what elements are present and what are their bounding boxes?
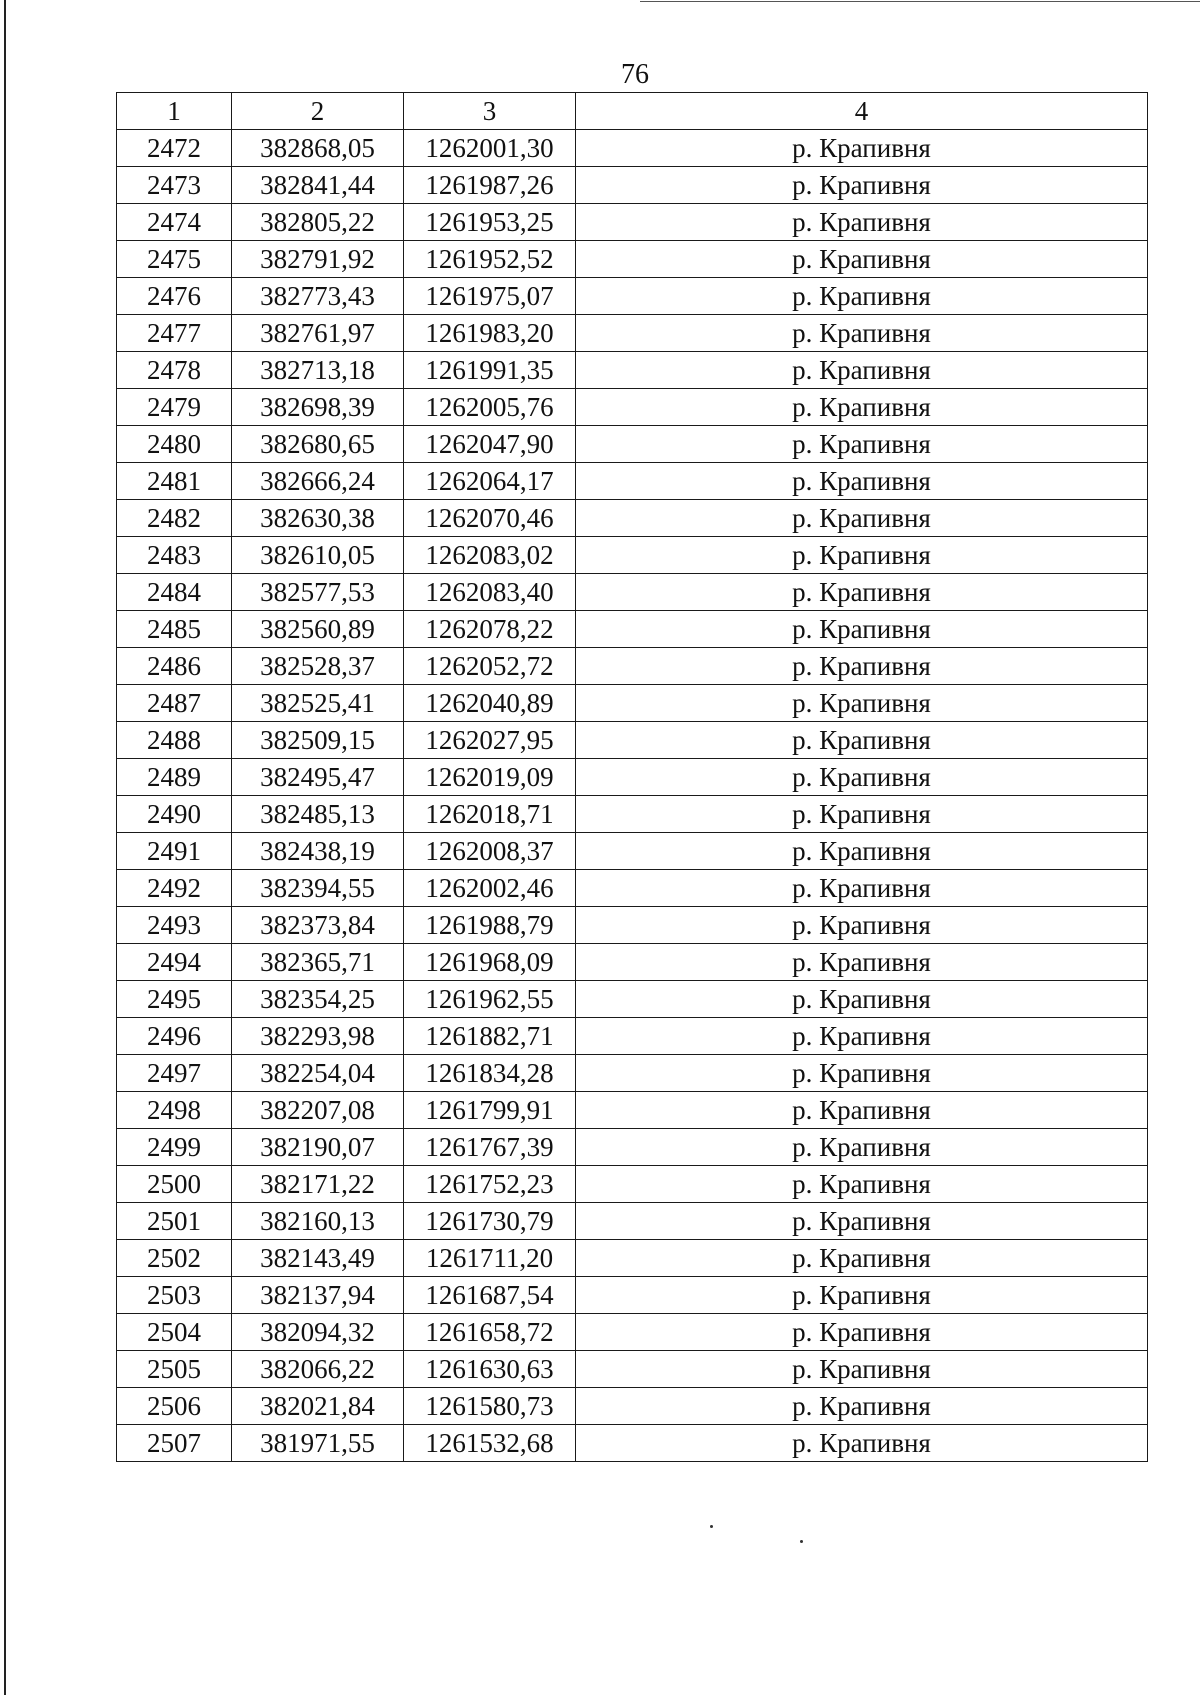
- y-coordinate-cell: 1262002,46: [404, 870, 576, 907]
- x-coordinate-cell: 382761,97: [232, 315, 404, 352]
- table-row: [117, 1055, 1148, 1092]
- x-coordinate-cell: 382373,84: [232, 907, 404, 944]
- table-row: [117, 611, 1148, 648]
- point-number-cell: 2488: [117, 722, 232, 759]
- point-number-cell: 2501: [117, 1203, 232, 1240]
- y-coordinate-cell: 1261882,71: [404, 1018, 576, 1055]
- x-coordinate-cell: 382094,32: [232, 1314, 404, 1351]
- boundary-description-cell: р. Крапивня: [576, 389, 1148, 426]
- x-coordinate-cell: 382698,39: [232, 389, 404, 426]
- boundary-description-cell: р. Крапивня: [576, 759, 1148, 796]
- point-number-cell: 2494: [117, 944, 232, 981]
- table-row: [117, 1388, 1148, 1425]
- point-number-cell: 2505: [117, 1351, 232, 1388]
- x-coordinate-cell: 382066,22: [232, 1351, 404, 1388]
- table-row: [117, 1425, 1148, 1462]
- table-row: [117, 574, 1148, 611]
- y-coordinate-cell: 1262052,72: [404, 648, 576, 685]
- scan-speck: [800, 1540, 803, 1543]
- boundary-description-cell: р. Крапивня: [576, 1166, 1148, 1203]
- y-coordinate-cell: 1262027,95: [404, 722, 576, 759]
- x-coordinate-cell: 382773,43: [232, 278, 404, 315]
- point-number-cell: 2493: [117, 907, 232, 944]
- y-coordinate-cell: 1261687,54: [404, 1277, 576, 1314]
- x-coordinate-cell: 382171,22: [232, 1166, 404, 1203]
- boundary-description-cell: р. Крапивня: [576, 1388, 1148, 1425]
- y-coordinate-cell: 1261975,07: [404, 278, 576, 315]
- point-number-cell: 2489: [117, 759, 232, 796]
- boundary-description-cell: р. Крапивня: [576, 685, 1148, 722]
- x-coordinate-cell: 382841,44: [232, 167, 404, 204]
- table-row: [117, 1351, 1148, 1388]
- table-row: [117, 685, 1148, 722]
- boundary-description-cell: р. Крапивня: [576, 833, 1148, 870]
- boundary-description-cell: р. Крапивня: [576, 1129, 1148, 1166]
- x-coordinate-cell: 382190,07: [232, 1129, 404, 1166]
- x-coordinate-cell: 382021,84: [232, 1388, 404, 1425]
- point-number-cell: 2477: [117, 315, 232, 352]
- table-row: [117, 1277, 1148, 1314]
- table-row: [117, 1092, 1148, 1129]
- boundary-description-cell: р. Крапивня: [576, 352, 1148, 389]
- point-number-cell: 2492: [117, 870, 232, 907]
- table-row: [117, 1240, 1148, 1277]
- table-row: [117, 1203, 1148, 1240]
- y-coordinate-cell: 1261658,72: [404, 1314, 576, 1351]
- y-coordinate-cell: 1261987,26: [404, 167, 576, 204]
- boundary-description-cell: р. Крапивня: [576, 1277, 1148, 1314]
- boundary-description-cell: р. Крапивня: [576, 1314, 1148, 1351]
- boundary-description-cell: р. Крапивня: [576, 463, 1148, 500]
- table-row: [117, 1314, 1148, 1351]
- point-number-cell: 2484: [117, 574, 232, 611]
- table-row: [117, 130, 1148, 167]
- scan-speck: [710, 1525, 713, 1528]
- boundary-description-cell: р. Крапивня: [576, 1055, 1148, 1092]
- point-number-cell: 2490: [117, 796, 232, 833]
- boundary-description-cell: р. Крапивня: [576, 981, 1148, 1018]
- table-row: [117, 167, 1148, 204]
- table-row: [117, 315, 1148, 352]
- point-number-cell: 2480: [117, 426, 232, 463]
- point-number-cell: 2499: [117, 1129, 232, 1166]
- boundary-description-cell: р. Крапивня: [576, 241, 1148, 278]
- x-coordinate-cell: 382528,37: [232, 648, 404, 685]
- y-coordinate-cell: 1262008,37: [404, 833, 576, 870]
- x-coordinate-cell: 382254,04: [232, 1055, 404, 1092]
- boundary-description-cell: р. Крапивня: [576, 944, 1148, 981]
- y-coordinate-cell: 1262083,02: [404, 537, 576, 574]
- table-body: [117, 130, 1148, 1462]
- header-col-3: 3: [404, 93, 576, 130]
- point-number-cell: 2486: [117, 648, 232, 685]
- table-row: [117, 389, 1148, 426]
- boundary-description-cell: р. Крапивня: [576, 1425, 1148, 1462]
- x-coordinate-cell: 382495,47: [232, 759, 404, 796]
- x-coordinate-cell: 382630,38: [232, 500, 404, 537]
- x-coordinate-cell: 382394,55: [232, 870, 404, 907]
- table-row: [117, 648, 1148, 685]
- x-coordinate-cell: 382868,05: [232, 130, 404, 167]
- table-row: [117, 907, 1148, 944]
- y-coordinate-cell: 1261730,79: [404, 1203, 576, 1240]
- x-coordinate-cell: 382525,41: [232, 685, 404, 722]
- x-coordinate-cell: 382143,49: [232, 1240, 404, 1277]
- scan-left-edge: [4, 0, 6, 1695]
- x-coordinate-cell: 382293,98: [232, 1018, 404, 1055]
- table-row: [117, 352, 1148, 389]
- y-coordinate-cell: 1261983,20: [404, 315, 576, 352]
- table-row: [117, 1018, 1148, 1055]
- x-coordinate-cell: 382160,13: [232, 1203, 404, 1240]
- point-number-cell: 2504: [117, 1314, 232, 1351]
- header-col-2: 2: [232, 93, 404, 130]
- y-coordinate-cell: 1261953,25: [404, 204, 576, 241]
- point-number-cell: 2485: [117, 611, 232, 648]
- table-row: [117, 833, 1148, 870]
- table-row: [117, 537, 1148, 574]
- boundary-description-cell: р. Крапивня: [576, 315, 1148, 352]
- y-coordinate-cell: 1261532,68: [404, 1425, 576, 1462]
- y-coordinate-cell: 1262040,89: [404, 685, 576, 722]
- table-row: [117, 1129, 1148, 1166]
- y-coordinate-cell: 1262005,76: [404, 389, 576, 426]
- table-row: [117, 204, 1148, 241]
- point-number-cell: 2482: [117, 500, 232, 537]
- table-row: [117, 796, 1148, 833]
- y-coordinate-cell: 1262001,30: [404, 130, 576, 167]
- y-coordinate-cell: 1261580,73: [404, 1388, 576, 1425]
- point-number-cell: 2483: [117, 537, 232, 574]
- point-number-cell: 2472: [117, 130, 232, 167]
- point-number-cell: 2502: [117, 1240, 232, 1277]
- boundary-description-cell: р. Крапивня: [576, 1018, 1148, 1055]
- y-coordinate-cell: 1262083,40: [404, 574, 576, 611]
- point-number-cell: 2491: [117, 833, 232, 870]
- x-coordinate-cell: 382577,53: [232, 574, 404, 611]
- y-coordinate-cell: 1261962,55: [404, 981, 576, 1018]
- point-number-cell: 2473: [117, 167, 232, 204]
- point-number-cell: 2479: [117, 389, 232, 426]
- x-coordinate-cell: 382680,65: [232, 426, 404, 463]
- x-coordinate-cell: 382354,25: [232, 981, 404, 1018]
- x-coordinate-cell: 382137,94: [232, 1277, 404, 1314]
- boundary-description-cell: р. Крапивня: [576, 537, 1148, 574]
- table-row: [117, 426, 1148, 463]
- coordinates-table: [116, 92, 1148, 1462]
- table-row: [117, 944, 1148, 981]
- boundary-description-cell: р. Крапивня: [576, 278, 1148, 315]
- y-coordinate-cell: 1261630,63: [404, 1351, 576, 1388]
- x-coordinate-cell: 382207,08: [232, 1092, 404, 1129]
- y-coordinate-cell: 1262047,90: [404, 426, 576, 463]
- boundary-description-cell: р. Крапивня: [576, 500, 1148, 537]
- y-coordinate-cell: 1262019,09: [404, 759, 576, 796]
- boundary-description-cell: р. Крапивня: [576, 907, 1148, 944]
- boundary-description-cell: р. Крапивня: [576, 1240, 1148, 1277]
- y-coordinate-cell: 1261799,91: [404, 1092, 576, 1129]
- boundary-description-cell: р. Крапивня: [576, 574, 1148, 611]
- y-coordinate-cell: 1262064,17: [404, 463, 576, 500]
- y-coordinate-cell: 1261752,23: [404, 1166, 576, 1203]
- table-row: [117, 759, 1148, 796]
- y-coordinate-cell: 1261834,28: [404, 1055, 576, 1092]
- point-number-cell: 2497: [117, 1055, 232, 1092]
- x-coordinate-cell: 382666,24: [232, 463, 404, 500]
- y-coordinate-cell: 1261988,79: [404, 907, 576, 944]
- boundary-description-cell: р. Крапивня: [576, 1351, 1148, 1388]
- point-number-cell: 2506: [117, 1388, 232, 1425]
- y-coordinate-cell: 1261711,20: [404, 1240, 576, 1277]
- y-coordinate-cell: 1262070,46: [404, 500, 576, 537]
- x-coordinate-cell: 382485,13: [232, 796, 404, 833]
- y-coordinate-cell: 1261991,35: [404, 352, 576, 389]
- point-number-cell: 2495: [117, 981, 232, 1018]
- x-coordinate-cell: 382365,71: [232, 944, 404, 981]
- point-number-cell: 2475: [117, 241, 232, 278]
- boundary-description-cell: р. Крапивня: [576, 1092, 1148, 1129]
- boundary-description-cell: р. Крапивня: [576, 611, 1148, 648]
- boundary-description-cell: р. Крапивня: [576, 870, 1148, 907]
- x-coordinate-cell: 382805,22: [232, 204, 404, 241]
- point-number-cell: 2481: [117, 463, 232, 500]
- table-row: [117, 870, 1148, 907]
- point-number-cell: 2498: [117, 1092, 232, 1129]
- boundary-description-cell: р. Крапивня: [576, 1203, 1148, 1240]
- y-coordinate-cell: 1261952,52: [404, 241, 576, 278]
- x-coordinate-cell: 382791,92: [232, 241, 404, 278]
- x-coordinate-cell: 382509,15: [232, 722, 404, 759]
- scan-top-edge: [640, 1, 1200, 2]
- boundary-description-cell: р. Крапивня: [576, 722, 1148, 759]
- table-row: [117, 241, 1148, 278]
- table-row: [117, 722, 1148, 759]
- y-coordinate-cell: 1262078,22: [404, 611, 576, 648]
- y-coordinate-cell: 1262018,71: [404, 796, 576, 833]
- boundary-description-cell: р. Крапивня: [576, 204, 1148, 241]
- table-row: [117, 463, 1148, 500]
- x-coordinate-cell: 381971,55: [232, 1425, 404, 1462]
- table-row: [117, 1166, 1148, 1203]
- point-number-cell: 2496: [117, 1018, 232, 1055]
- point-number-cell: 2487: [117, 685, 232, 722]
- boundary-description-cell: р. Крапивня: [576, 426, 1148, 463]
- point-number-cell: 2478: [117, 352, 232, 389]
- boundary-description-cell: р. Крапивня: [576, 796, 1148, 833]
- header-col-4: 4: [576, 93, 1148, 130]
- boundary-description-cell: р. Крапивня: [576, 167, 1148, 204]
- page-number: 76: [621, 59, 649, 90]
- point-number-cell: 2500: [117, 1166, 232, 1203]
- table-row: [117, 981, 1148, 1018]
- point-number-cell: 2474: [117, 204, 232, 241]
- x-coordinate-cell: 382560,89: [232, 611, 404, 648]
- point-number-cell: 2476: [117, 278, 232, 315]
- table-header-row: [117, 93, 1148, 130]
- table-row: [117, 500, 1148, 537]
- x-coordinate-cell: 382713,18: [232, 352, 404, 389]
- boundary-description-cell: р. Крапивня: [576, 648, 1148, 685]
- header-col-1: 1: [117, 93, 232, 130]
- y-coordinate-cell: 1261968,09: [404, 944, 576, 981]
- table-row: [117, 278, 1148, 315]
- point-number-cell: 2507: [117, 1425, 232, 1462]
- boundary-description-cell: р. Крапивня: [576, 130, 1148, 167]
- x-coordinate-cell: 382610,05: [232, 537, 404, 574]
- point-number-cell: 2503: [117, 1277, 232, 1314]
- y-coordinate-cell: 1261767,39: [404, 1129, 576, 1166]
- x-coordinate-cell: 382438,19: [232, 833, 404, 870]
